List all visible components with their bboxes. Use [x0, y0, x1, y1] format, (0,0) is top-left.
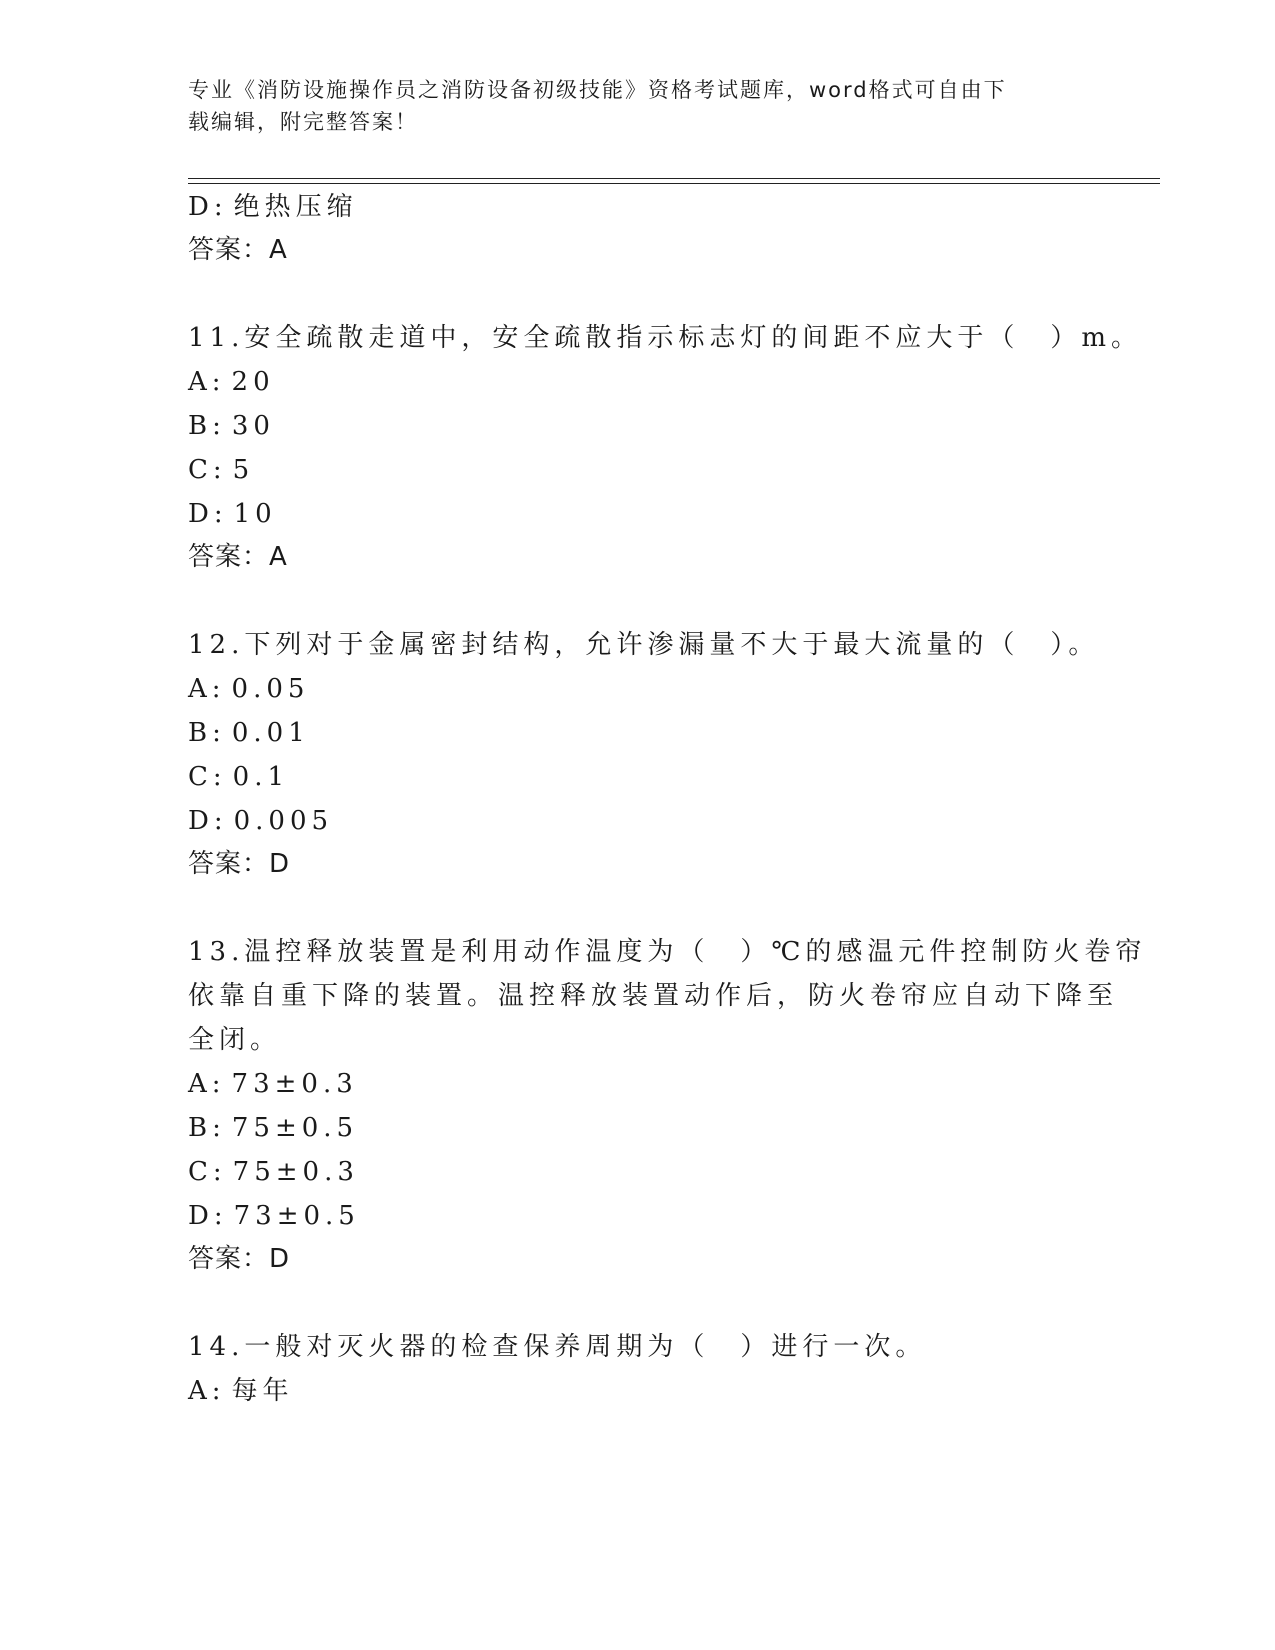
option-letter: B: — [188, 411, 226, 441]
option-letter: C: — [188, 455, 227, 485]
q11-option-c — [188, 453, 254, 487]
q11-option-d — [188, 497, 277, 531]
q10-option-d — [188, 190, 358, 224]
option-letter: C: — [188, 762, 227, 792]
q12-option-c — [188, 760, 289, 794]
option-text: 30 — [231, 411, 275, 441]
q13-option-d — [188, 1199, 360, 1233]
q11-answer: 答案：A — [188, 542, 288, 572]
option-letter: A: — [188, 367, 226, 397]
q12-option-a — [188, 672, 309, 706]
option-letter: D: — [188, 806, 228, 836]
option-text: 10 — [233, 499, 277, 529]
header-line-2: 载编辑，附完整答案！ — [188, 110, 418, 134]
option-text: 0.1 — [232, 762, 290, 792]
option-text: 5 — [232, 455, 255, 485]
option-letter: D: — [188, 499, 228, 529]
document-header — [188, 74, 1088, 138]
option-text: 75±0.5 — [231, 1113, 359, 1143]
q13-question-line-1: 13.温控释放装置是利用动作温度为（ ）℃的感温元件控制防火卷帘 — [188, 937, 1147, 967]
option-text: 每年 — [231, 1376, 294, 1406]
header-line-1: 专业《消防设施操作员之消防设备初级技能》资格考试题库，word格式可自由下 — [188, 78, 1007, 102]
q10-answer: 答案：A — [188, 235, 288, 265]
option-text: 0.05 — [231, 674, 310, 704]
option-letter: A: — [188, 1376, 226, 1406]
q14-question: 14.一般对灭火器的检查保养周期为（ ）进行一次。 — [188, 1332, 927, 1362]
option-letter: C: — [188, 1157, 227, 1187]
q12-option-b — [188, 716, 310, 750]
option-letter: B: — [188, 718, 226, 748]
option-text: 20 — [231, 367, 275, 397]
q12-answer: 答案：D — [188, 849, 291, 879]
q11-option-b — [188, 409, 275, 443]
q14-option-a — [188, 1374, 294, 1408]
option-letter: D: — [188, 1201, 228, 1231]
q12-question: 12.下列对于金属密封结构，允许渗漏量不大于最大流量的（ ）。 — [188, 630, 1100, 660]
option-letter: D: — [188, 192, 228, 222]
q13-answer: 答案：D — [188, 1244, 291, 1274]
q11-question: 11.安全疏散走道中，安全疏散指示标志灯的间距不应大于（ ）m。 — [188, 323, 1143, 353]
option-text: 0.01 — [231, 718, 310, 748]
header-divider-top — [188, 178, 1160, 179]
q11-option-a — [188, 365, 275, 399]
q13-option-a — [188, 1067, 358, 1101]
option-text: 绝热压缩 — [233, 192, 358, 222]
option-letter: A: — [188, 674, 226, 704]
q13-option-c — [188, 1155, 359, 1189]
q13-question-line-2: 依靠自重下降的装置。温控释放装置动作后，防火卷帘应自动下降至 — [188, 981, 1119, 1011]
option-text: 73±0.3 — [231, 1069, 358, 1099]
option-letter: A: — [188, 1069, 226, 1099]
option-text: 73±0.5 — [233, 1201, 360, 1231]
header-divider-bottom — [188, 183, 1160, 184]
option-text: 0.005 — [233, 806, 334, 836]
option-letter: B: — [188, 1113, 226, 1143]
q13-question-line-3: 全闭。 — [188, 1025, 282, 1055]
q13-option-b — [188, 1111, 358, 1145]
q12-option-d — [188, 804, 333, 838]
option-text: 75±0.3 — [232, 1157, 359, 1187]
